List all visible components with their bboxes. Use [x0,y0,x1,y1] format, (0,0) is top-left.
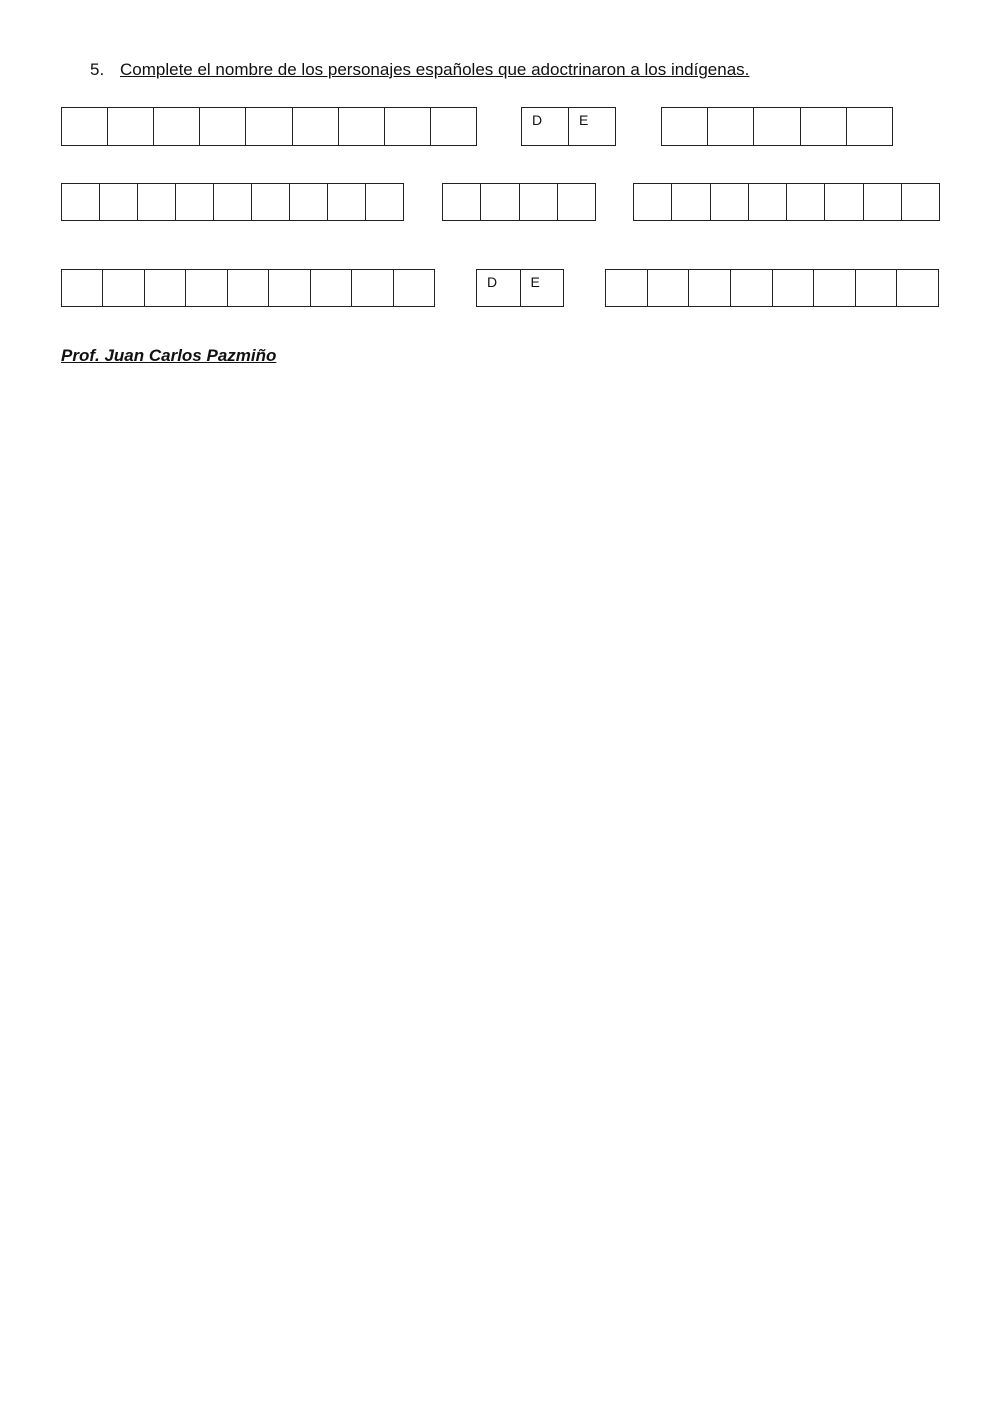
letter-box[interactable] [138,184,176,220]
question-number: 5. [90,60,105,79]
letter-box[interactable] [634,184,672,220]
letter-box[interactable] [689,270,731,306]
letter-box[interactable] [711,184,749,220]
question-text: Complete el nombre de los personajes españoles que adoctrinaron a los indígenas. [120,60,750,79]
letter-box[interactable] [394,270,435,306]
letter-box[interactable] [366,184,404,220]
letter-box[interactable] [103,270,144,306]
letter-box[interactable] [145,270,186,306]
letter-box[interactable] [176,184,214,220]
name-1-word-3 [661,107,893,146]
given-letter-box: D [477,270,521,306]
letter-box[interactable] [847,108,893,145]
letter-box[interactable] [754,108,800,145]
given-letter-box: E [569,108,616,145]
teacher-signature: Prof. Juan Carlos Pazmiño [61,346,277,365]
letter-box[interactable] [749,184,787,220]
question-5 [90,60,749,80]
letter-box[interactable] [787,184,825,220]
letter-box[interactable] [648,270,690,306]
letter-box[interactable] [856,270,898,306]
letter-box[interactable] [481,184,519,220]
name-2-word-3 [633,183,940,221]
letter-box[interactable] [672,184,710,220]
letter-box[interactable] [731,270,773,306]
letter-box[interactable] [352,270,393,306]
name-3-word-1 [61,269,435,307]
letter-box[interactable] [385,108,431,145]
letter-box[interactable] [708,108,754,145]
letter-box[interactable] [62,184,100,220]
letter-box[interactable] [200,108,246,145]
letter-box[interactable] [902,184,940,220]
name-3-word-2 [476,269,564,307]
letter-box[interactable] [520,184,558,220]
letter-box[interactable] [154,108,200,145]
letter-box[interactable] [290,184,328,220]
letter-box[interactable] [814,270,856,306]
name-1-word-2 [521,107,616,146]
letter-box[interactable] [214,184,252,220]
letter-box[interactable] [606,270,648,306]
letter-box[interactable] [558,184,596,220]
name-3-word-3 [605,269,939,307]
name-2-word-2 [442,183,596,221]
letter-box[interactable] [62,270,103,306]
letter-box[interactable] [186,270,227,306]
letter-box[interactable] [228,270,269,306]
name-1-word-1 [61,107,477,146]
letter-box[interactable] [897,270,939,306]
given-letter-box: D [522,108,569,145]
letter-box[interactable] [62,108,108,145]
letter-box[interactable] [100,184,138,220]
name-2-word-1 [61,183,404,221]
letter-box[interactable] [431,108,477,145]
letter-box[interactable] [443,184,481,220]
letter-box[interactable] [252,184,290,220]
letter-box[interactable] [269,270,310,306]
letter-box[interactable] [662,108,708,145]
given-letter-box: E [521,270,565,306]
letter-box[interactable] [864,184,902,220]
letter-box[interactable] [328,184,366,220]
letter-box[interactable] [773,270,815,306]
letter-box[interactable] [311,270,352,306]
letter-box[interactable] [801,108,847,145]
letter-box[interactable] [246,108,292,145]
letter-box[interactable] [825,184,863,220]
letter-box[interactable] [293,108,339,145]
letter-box[interactable] [339,108,385,145]
letter-box[interactable] [108,108,154,145]
